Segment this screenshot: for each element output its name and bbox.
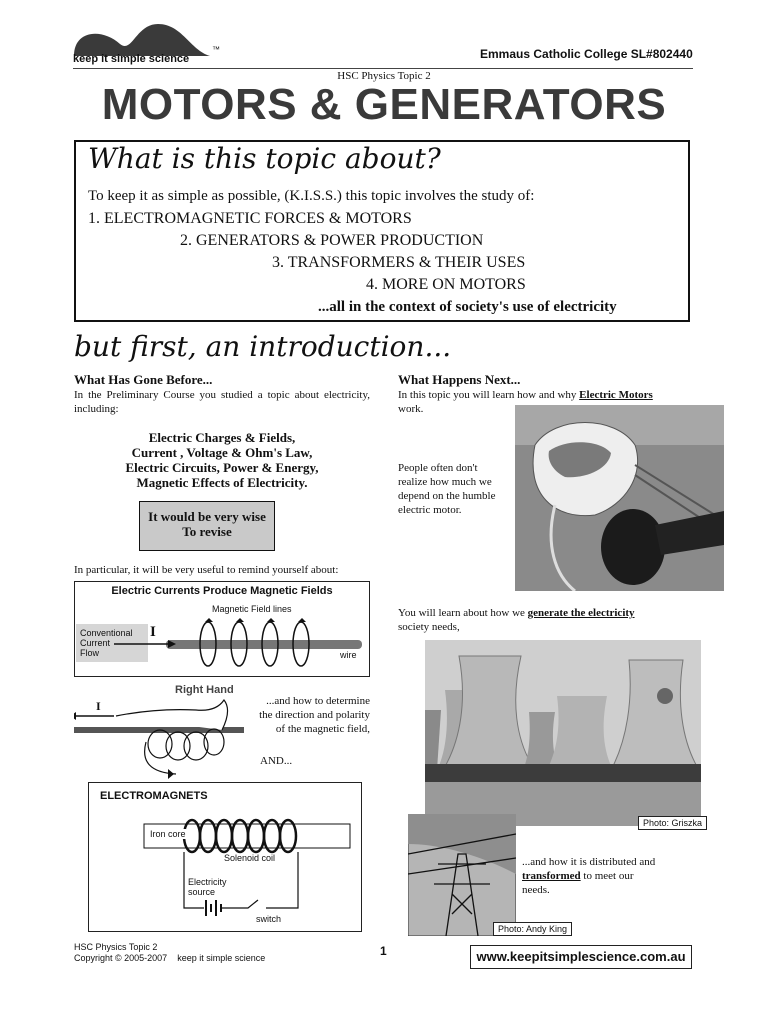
conv-flow-label [80, 628, 133, 658]
left-heading: What Has Gone Before... [74, 372, 213, 387]
pylon-photo [408, 814, 516, 936]
school-name: Emmaus Catholic College SL#802440 [480, 47, 693, 61]
people-line: realize how much we [398, 476, 492, 488]
switch-label: switch [256, 914, 282, 924]
revise-line-1: It would be very wise [148, 509, 266, 524]
topic-intro: To keep it as simple as possible, (K.I.S.S.) this topic involves the study of: [88, 188, 535, 204]
photo-credit-andy-king: Photo: Andy King [493, 922, 572, 936]
generate-post: society needs, [398, 621, 460, 633]
distribution-text [522, 855, 702, 897]
fig3-title: ELECTROMAGNETS [100, 790, 208, 802]
topic-heading: What is this topic about? [88, 142, 441, 175]
topic-item-3: 3. TRANSFORMERS & THEIR USES [272, 254, 526, 271]
generate-text [398, 606, 694, 634]
topic-item-4: 4. MORE ON MOTORS [366, 276, 526, 293]
trademark: ™ [212, 45, 220, 54]
fig2-text [240, 694, 370, 736]
header-rule [73, 68, 693, 69]
topic-context: ...all in the context of society's use of electricity [318, 299, 617, 315]
distribution-end: needs. [522, 884, 550, 896]
left-para: In the Preliminary Course you studied a topic about electricity, including: [74, 389, 370, 415]
page-number: 1 [380, 944, 387, 958]
current-symbol: I [150, 624, 156, 640]
right-para-text: In this topic you will learn how and why [398, 389, 580, 401]
and-text: AND... [260, 755, 293, 767]
right-heading: What Happens Next... [398, 372, 521, 387]
particular-text: In particular, it will be very useful to remind yourself about: [74, 564, 339, 576]
topic-label: HSC Physics Topic 2 [337, 70, 431, 82]
iron-core-label: Iron core [150, 829, 186, 839]
conv-line: Current [80, 638, 111, 648]
distribution-post: to meet our [583, 870, 634, 882]
people-text [398, 461, 514, 517]
generate-pre: You will learn about how we [398, 607, 528, 619]
cooling-towers-photo [425, 640, 701, 826]
fig2-line: of the magnetic field, [275, 723, 370, 735]
topic-item-1: 1. ELECTROMAGNETIC FORCES & MOTORS [88, 210, 412, 227]
conv-line: Conventional [80, 628, 133, 638]
field-lines-label: Magnetic Field lines [212, 604, 292, 614]
fig2-i-label: I [96, 699, 101, 713]
topic-list [74, 430, 370, 490]
electromagnet-diagram [88, 800, 362, 930]
right-hand-label: Right Hand [175, 684, 234, 696]
topic-item-2: 2. GENERATORS & POWER PRODUCTION [180, 232, 484, 249]
fig2-line: the direction and polarity [259, 709, 370, 721]
intro-heading: but first, an introduction... [74, 330, 452, 363]
revise-line-2: To revise [182, 524, 232, 539]
topic-list-item: Magnetic Effects of Electricity. [136, 475, 308, 490]
topic-list-item: Current , Voltage & Ohm's Law, [131, 445, 313, 460]
fig1-title: Electric Currents Produce Magnetic Fields [111, 585, 333, 597]
website-link[interactable]: www.keepitsimplescience.com.au [470, 945, 692, 969]
wire-label: wire [340, 650, 357, 660]
transformed-link: transformed [522, 870, 581, 882]
footer-copyright: Copyright © 2005-2007 keep it simple science [74, 953, 266, 963]
footer-topic: HSC Physics Topic 2 [74, 942, 158, 952]
people-line: electric motor. [398, 504, 462, 516]
source-line: source [188, 887, 216, 897]
topic-list-item: Electric Circuits, Power & Energy, [125, 460, 319, 475]
generate-link: generate the electricity [527, 607, 635, 619]
fig2-line: ...and how to determine [266, 695, 370, 707]
source-line: Electricity [188, 877, 227, 887]
topic-list-item: Electric Charges & Fields, [148, 430, 296, 445]
revise-box [139, 501, 275, 551]
source-label [188, 877, 227, 897]
right-para-end: work. [398, 403, 424, 415]
conv-line: Flow [80, 648, 100, 658]
distribution-line: ...and how it is distributed and [522, 856, 656, 868]
electric-motors-link: Electric Motors [579, 389, 653, 401]
logo-text: keep it simple science [73, 53, 190, 65]
people-line: depend on the humble [398, 490, 496, 502]
photo-credit-griszka: Photo: Griszka [638, 816, 707, 830]
appliances-photo [515, 405, 724, 591]
people-line: People often don't [398, 462, 478, 474]
page-title: MOTORS & GENERATORS [101, 80, 667, 129]
solenoid-label: Solenoid coil [224, 853, 276, 863]
